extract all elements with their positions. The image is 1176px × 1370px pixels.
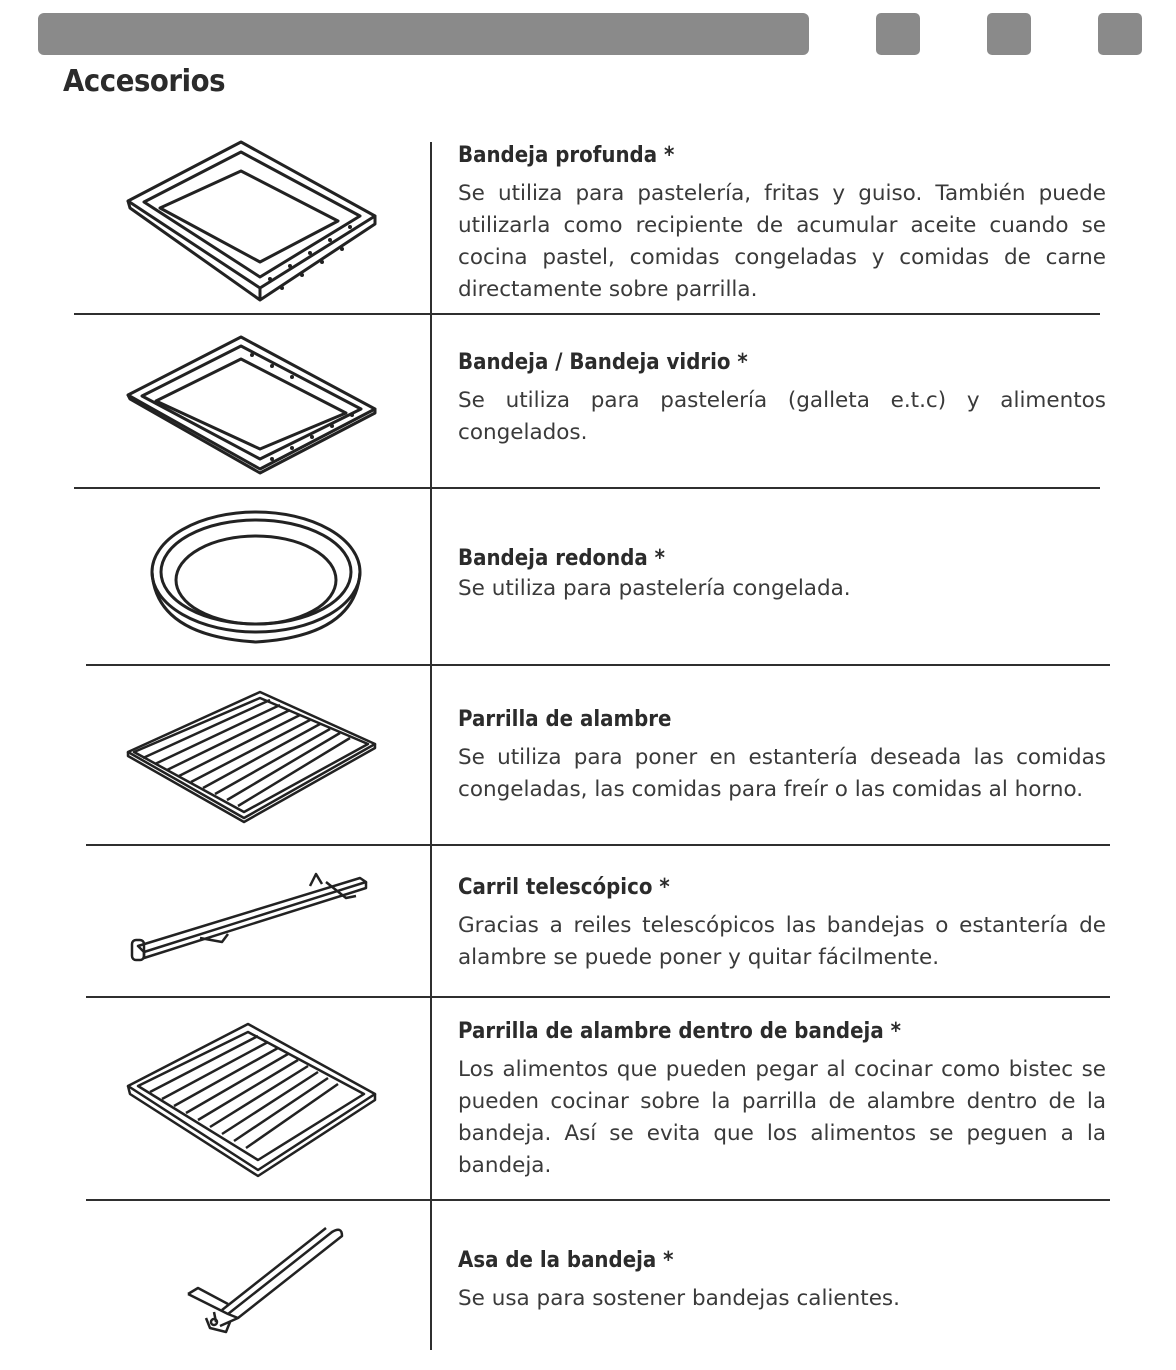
row-divider — [86, 664, 1110, 666]
header-square — [1098, 13, 1142, 55]
row-divider — [86, 996, 1110, 998]
row-divider — [74, 487, 1100, 489]
item-description: Gracias a reiles telescópicos las bandejas o estantería de alambre se puede poner y quitar fácilmente. — [458, 913, 1106, 970]
item-description: Se utiliza para pastelería, fritas y guiso. También puede utilizarla como recipiente de acumular aceite cuando se cocina pastel, comidas congeladas y comidas de carne directamente sobre parrilla. — [458, 181, 1106, 302]
item-title: Bandeja profunda * — [458, 143, 675, 168]
item-description: Se utiliza para pastelería (galleta e.t.c) y alimentos congelados. — [458, 388, 1106, 445]
item-title: Parrilla de alambre — [458, 707, 672, 732]
row-divider — [74, 313, 1100, 315]
item-description: Se usa para sostener bandejas calientes. — [458, 1286, 900, 1311]
header-square — [987, 13, 1031, 55]
item-title: Bandeja / Bandeja vidrio * — [458, 350, 748, 375]
grill-in-tray-icon — [110, 1020, 400, 1180]
row-divider — [86, 844, 1110, 846]
round-tray-icon — [110, 508, 400, 648]
header-bar — [38, 13, 809, 55]
tray-icon — [110, 333, 400, 478]
item-description: Se utiliza para pastelería congelada. — [458, 576, 851, 601]
page-title: Accesorios — [63, 64, 226, 99]
deep-tray-icon — [110, 138, 400, 308]
item-title: Bandeja redonda * — [458, 546, 666, 571]
tray-handle-icon — [110, 1222, 400, 1342]
row-divider — [86, 1199, 1110, 1201]
telescopic-rail-icon — [110, 870, 400, 970]
item-description: Los alimentos que pueden pegar al cocinar como bistec se pueden cocinar sobre la parrilla de alambre dentro de la bandeja. Así se evita que los alimentos se peguen a la bandeja. — [458, 1057, 1106, 1178]
item-description: Se utiliza para poner en estantería deseada las comidas congeladas, las comidas para freír o las comidas al horno. — [458, 745, 1106, 802]
header-square — [876, 13, 920, 55]
item-title: Asa de la bandeja * — [458, 1248, 674, 1273]
column-divider — [430, 142, 432, 1350]
item-title: Carril telescópico * — [458, 875, 670, 900]
item-title: Parrilla de alambre dentro de bandeja * — [458, 1019, 901, 1044]
wire-grill-icon — [110, 688, 400, 828]
